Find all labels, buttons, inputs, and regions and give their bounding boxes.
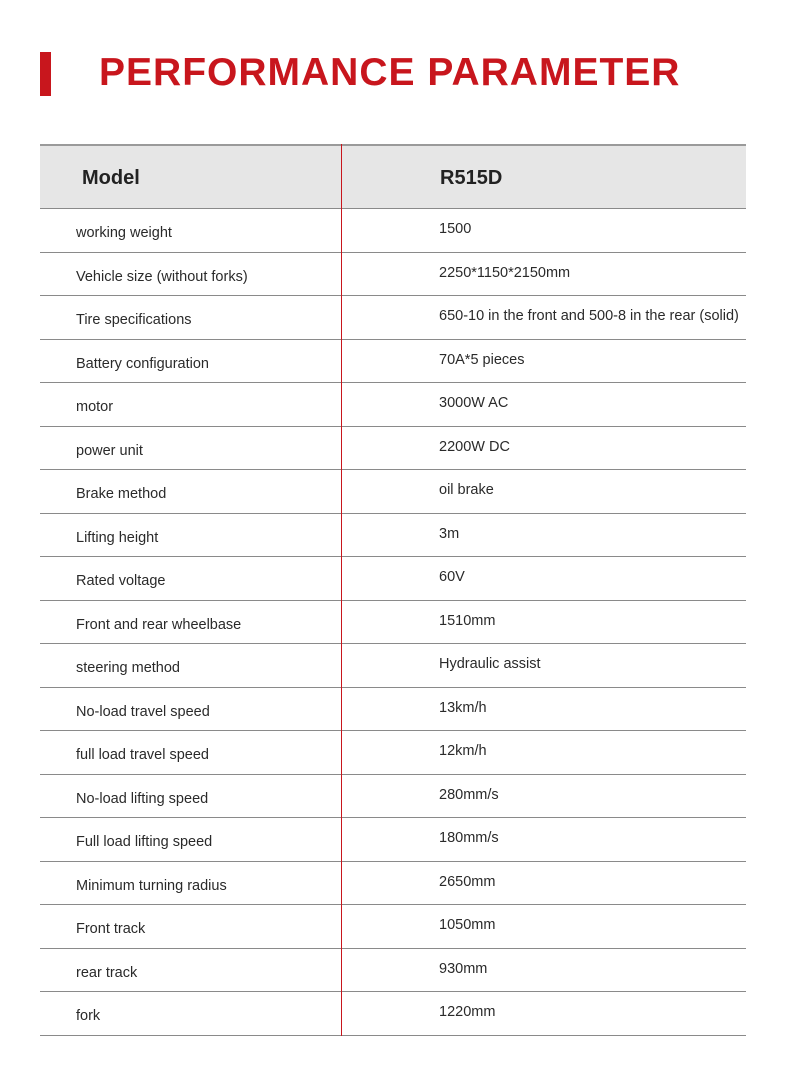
row-value: oil brake (439, 482, 494, 498)
spec-table (40, 144, 746, 1036)
table-row (40, 601, 746, 645)
row-value: 60V (439, 569, 465, 585)
row-value: 1510mm (439, 612, 496, 629)
row-label: Battery configuration (76, 355, 209, 372)
row-label: Brake method (76, 486, 167, 502)
table-row (40, 209, 746, 253)
table-row (40, 253, 746, 297)
row-label: power unit (76, 442, 143, 459)
column-divider (341, 144, 342, 1036)
row-label: No-load lifting speed (76, 790, 209, 807)
table-row (40, 557, 746, 601)
row-value: 280mm/s (439, 786, 499, 803)
table-row (40, 514, 746, 558)
row-label: Lifting height (76, 529, 159, 546)
header-label: Model (82, 167, 140, 189)
row-value: 650-10 in the front and 500-8 in the rear (solid) (439, 308, 739, 324)
table-row (40, 688, 746, 732)
row-value: 13km/h (439, 699, 487, 716)
table-row (40, 383, 746, 427)
row-value: 2200W DC (439, 438, 510, 455)
table-header (40, 144, 746, 209)
row-label: working weight (76, 225, 172, 241)
table-row (40, 905, 746, 949)
header-model: R515D (440, 167, 503, 189)
row-label: fork (76, 1008, 101, 1024)
table-row (40, 992, 746, 1036)
table-row (40, 731, 746, 775)
row-label: Tire specifications (76, 312, 192, 328)
row-label: motor (76, 399, 114, 415)
table-row (40, 949, 746, 993)
table-row (40, 862, 746, 906)
row-value: 1500 (439, 221, 472, 237)
page-title: PERFORMANCE PARAMETER (99, 51, 681, 94)
title-accent-bar (40, 52, 51, 96)
table-body (40, 209, 746, 1036)
table-row (40, 775, 746, 819)
row-value: 1050mm (439, 917, 496, 933)
row-value: 2250*1150*2150mm (439, 264, 571, 281)
row-label: Front and rear wheelbase (76, 616, 242, 633)
row-value: 3000W AC (439, 395, 509, 411)
row-value: 70A*5 pieces (439, 351, 525, 368)
row-label: Vehicle size (without forks) (76, 268, 248, 285)
row-label: steering method (76, 660, 180, 676)
row-label: full load travel speed (76, 747, 209, 763)
row-label: rear track (76, 964, 138, 981)
row-label: Rated voltage (76, 573, 166, 589)
table-row (40, 818, 746, 862)
row-label: Front track (76, 921, 146, 937)
row-label: No-load travel speed (76, 703, 210, 720)
table-row (40, 644, 746, 688)
row-label: Full load lifting speed (76, 834, 213, 850)
table-row (40, 427, 746, 471)
row-value: 180mm/s (439, 830, 499, 846)
row-value: 3m (439, 525, 460, 542)
table-row (40, 340, 746, 384)
row-value: 1220mm (439, 1004, 496, 1020)
row-value: 930mm (439, 960, 488, 977)
row-value: Hydraulic assist (439, 656, 541, 672)
row-label: Minimum turning radius (76, 877, 227, 894)
table-row (40, 470, 746, 514)
row-value: 2650mm (439, 873, 496, 890)
row-value: 12km/h (439, 743, 487, 759)
table-row (40, 296, 746, 340)
